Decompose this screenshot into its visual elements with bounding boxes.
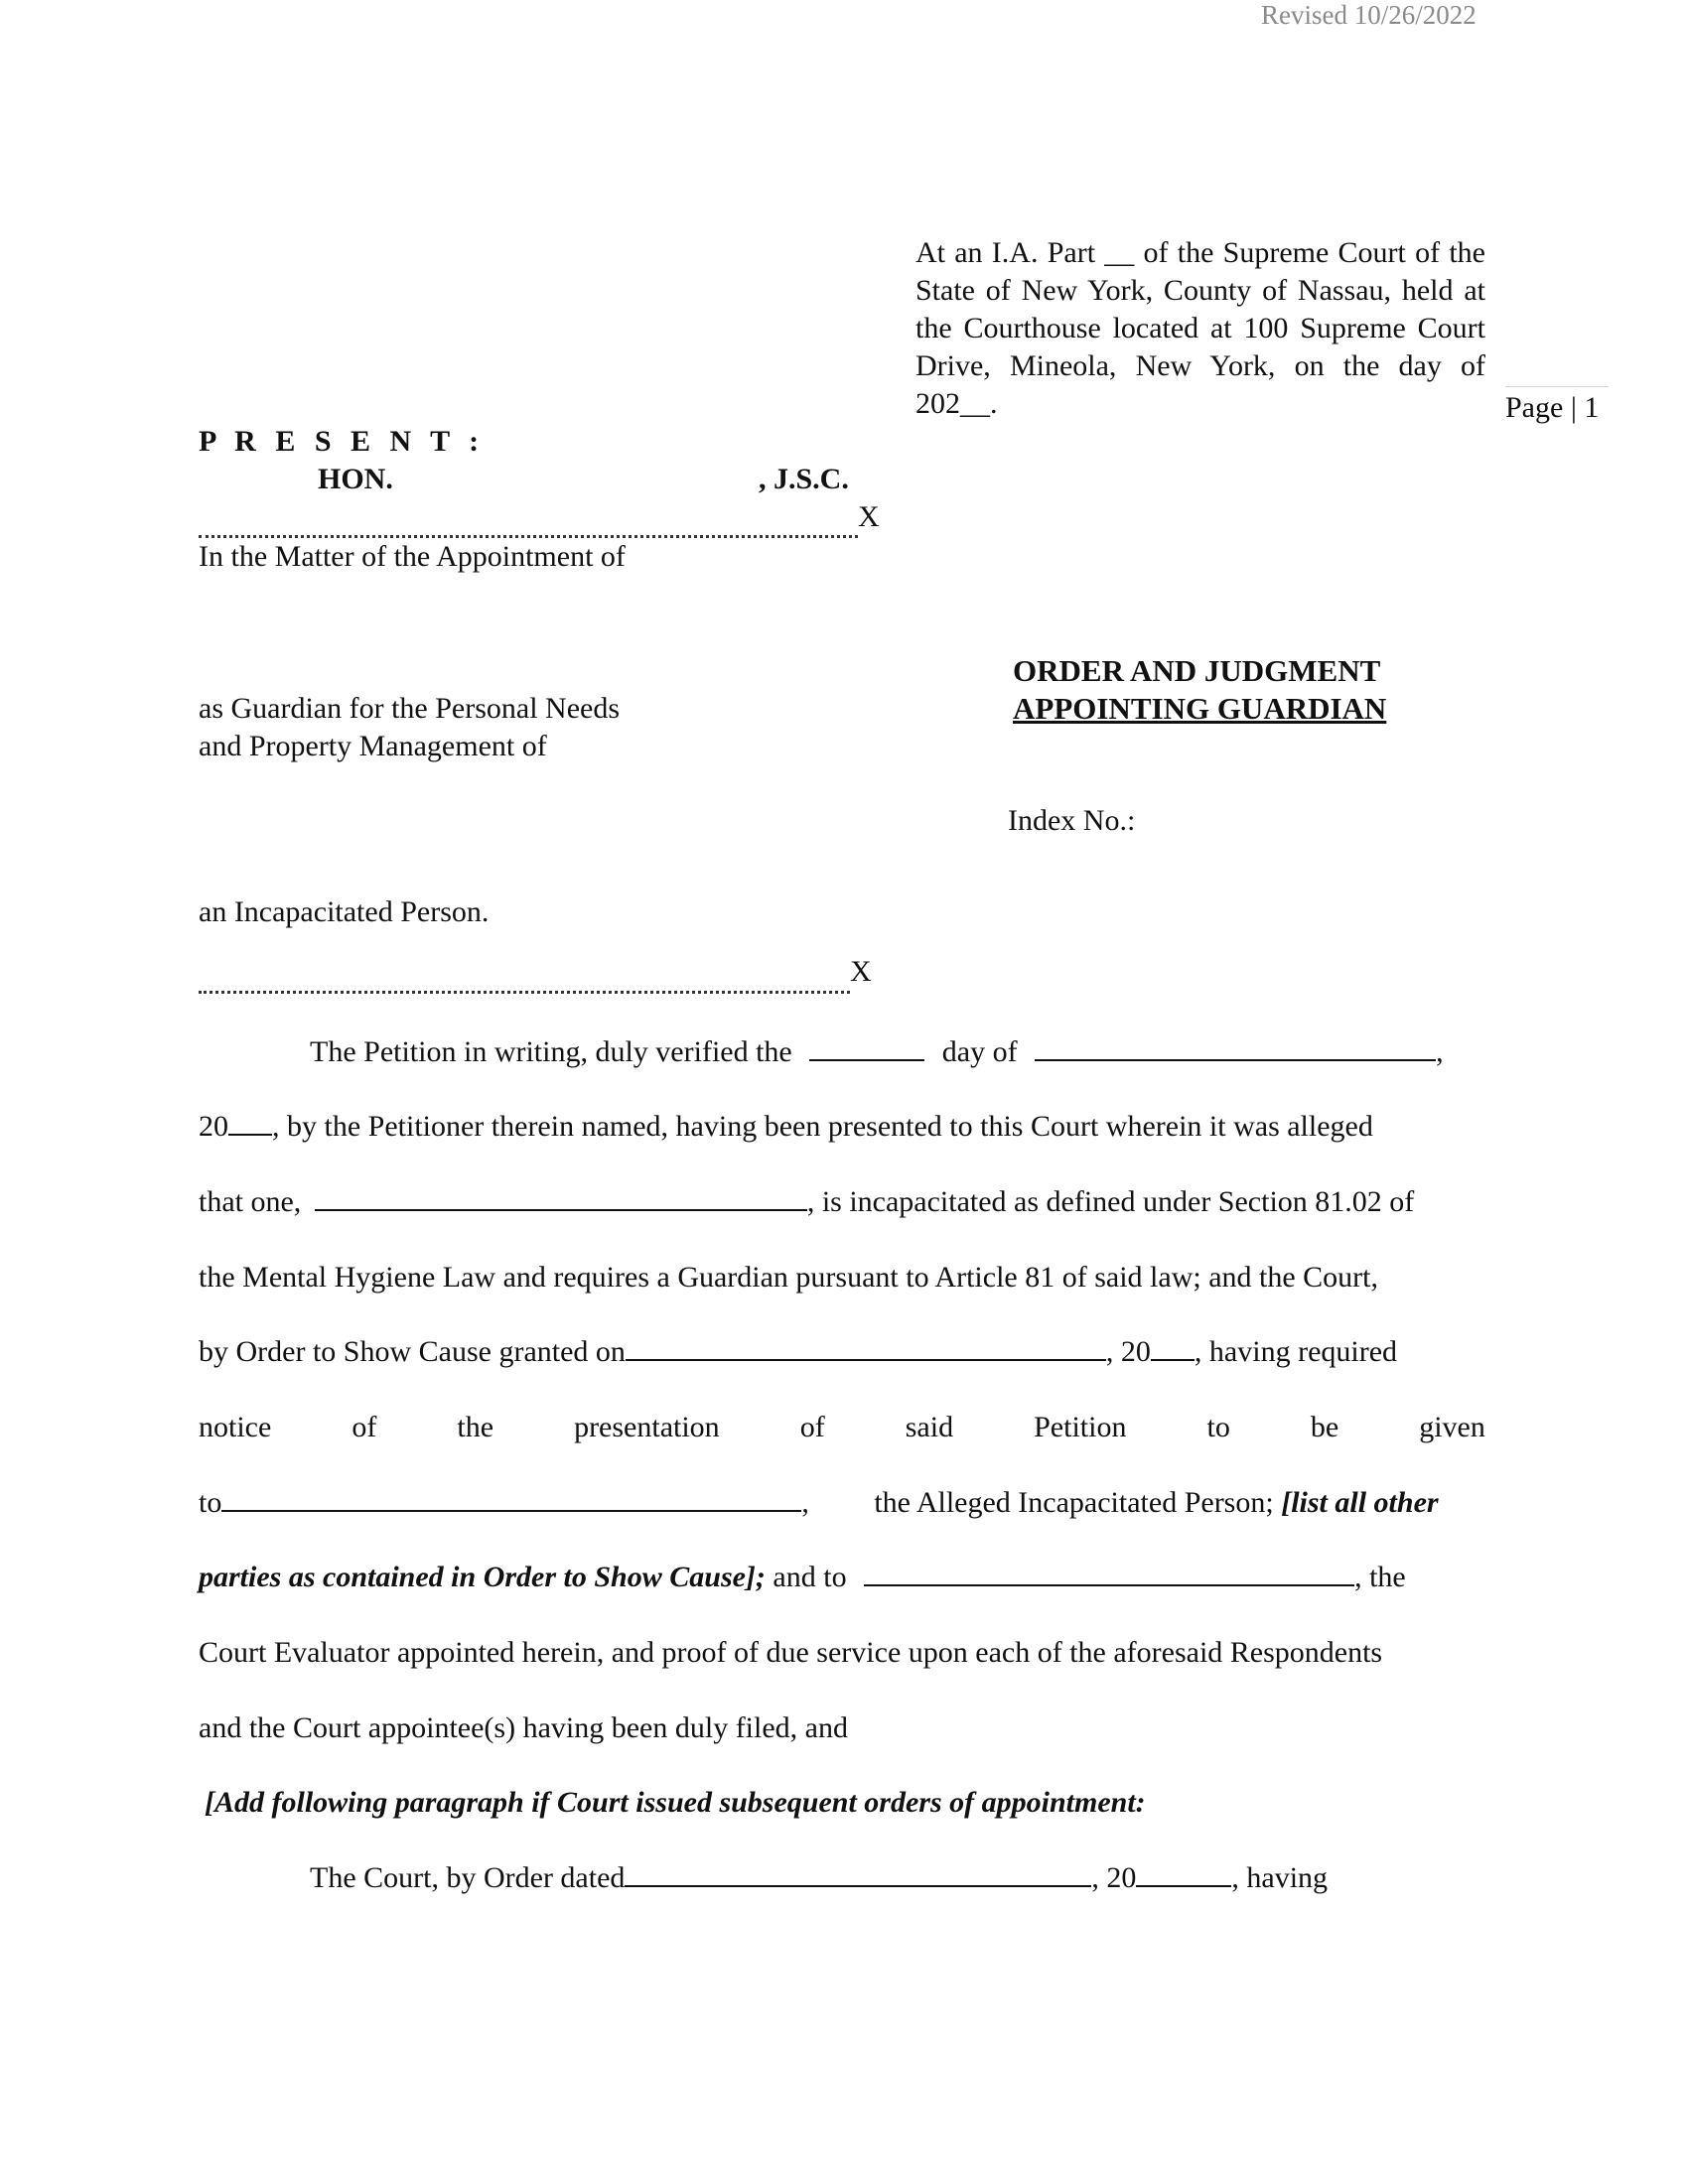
body-word: said <box>905 1411 954 1443</box>
body-line-1 <box>199 1033 1485 1071</box>
body-text: , 20 <box>1091 1861 1137 1894</box>
body-line-5 <box>199 1333 1485 1371</box>
index-number-label: Index No.: <box>1008 804 1136 837</box>
body-text: , by the Petitioner therein named, having been presented to this Court wherein it was alleged <box>272 1110 1373 1143</box>
body-word: to <box>1206 1411 1230 1443</box>
document-title-line-2: APPOINTING GUARDIAN <box>1013 691 1387 726</box>
body-italic-instruction: parties as contained in Order to Show Cause]; <box>199 1561 766 1593</box>
subsequent-order-date-blank[interactable] <box>625 1859 1091 1887</box>
body-text: the Alleged Incapacitated Person; <box>874 1486 1274 1519</box>
body-text: , the <box>1354 1561 1406 1593</box>
guardian-line-2: and Property Management of <box>199 730 547 762</box>
body-line-8 <box>199 1559 1485 1596</box>
osc-date-blank[interactable] <box>626 1333 1106 1361</box>
body-text: The Petition in writing, duly verified the <box>310 1035 792 1068</box>
revised-date: Revised 10/26/2022 <box>1261 0 1477 30</box>
body-line-3 <box>199 1183 1485 1221</box>
caption-top-x-mark: X <box>858 500 880 533</box>
osc-year-blank[interactable] <box>1151 1333 1195 1361</box>
verified-year-blank[interactable] <box>228 1108 272 1136</box>
body-word: the <box>457 1411 494 1443</box>
verified-day-blank[interactable] <box>809 1033 924 1061</box>
document-title-line-1: ORDER AND JUDGMENT <box>1013 653 1381 688</box>
body-text: day of <box>941 1035 1018 1068</box>
incapacitated-person-label: an Incapacitated Person. <box>199 895 490 928</box>
subsequent-order-year-blank[interactable] <box>1136 1859 1231 1887</box>
body-text: by Order to Show Cause granted on <box>199 1335 626 1368</box>
body-line-11-instruction: [Add following paragraph if Court issued subsequent orders of appointment: <box>205 1786 1146 1819</box>
page-number-divider <box>1505 386 1609 387</box>
court-evaluator-blank[interactable] <box>864 1559 1354 1586</box>
body-text: , <box>1436 1035 1444 1068</box>
body-text: The Court, by Order dated <box>310 1861 626 1894</box>
body-line-6 <box>199 1409 1485 1446</box>
judge-jsc-label: , J.S.C. <box>759 463 849 495</box>
body-italic-instruction: [list all other <box>1281 1486 1439 1519</box>
body-text: , having required <box>1194 1335 1398 1368</box>
body-text: , is incapacitated as defined under Section 81.02 of <box>806 1185 1415 1218</box>
body-text: and to <box>773 1561 847 1593</box>
body-word: notice <box>199 1411 272 1443</box>
body-word: presentation <box>574 1411 720 1443</box>
body-text: 20 <box>199 1110 228 1143</box>
body-word: given <box>1419 1411 1485 1443</box>
body-word: of <box>799 1411 825 1443</box>
caption-bottom-x-mark: X <box>850 955 872 988</box>
page-number: Page | 1 <box>1505 391 1600 424</box>
body-word: of <box>352 1411 377 1443</box>
body-line-12 <box>199 1859 1485 1897</box>
body-text: that one, <box>199 1185 302 1218</box>
body-text: , <box>801 1486 809 1519</box>
body-word: Petition <box>1034 1411 1127 1443</box>
court-caption: At an I.A. Part __ of the Supreme Court of the State of New York, County of Nassau, held at the Courthouse located at 100 Supreme Court Drive, Mineola, New York, on the day of 202__. <box>915 236 1485 420</box>
verified-month-blank[interactable] <box>1035 1033 1436 1061</box>
body-line-9: Court Evaluator appointed herein, and proof of due service upon each of the aforesaid Respondents <box>199 1636 1383 1669</box>
person-name-blank[interactable] <box>315 1183 807 1211</box>
present-label: P R E S E N T : <box>199 425 486 458</box>
body-text: , having <box>1231 1861 1329 1894</box>
body-word: be <box>1310 1411 1339 1443</box>
caption-bottom-divider <box>199 991 850 994</box>
body-line-4: the Mental Hygiene Law and requires a Guardian pursuant to Article 81 of said law; and the Court, <box>199 1261 1378 1294</box>
matter-heading: In the Matter of the Appointment of <box>199 540 626 573</box>
body-line-2 <box>199 1108 1485 1146</box>
aip-name-blank[interactable] <box>221 1484 801 1512</box>
body-text: , 20 <box>1105 1335 1151 1368</box>
body-line-10: and the Court appointee(s) having been duly filed, and <box>199 1711 848 1744</box>
guardian-line-1: as Guardian for the Personal Needs <box>199 692 621 725</box>
body-line-7 <box>199 1484 1485 1522</box>
judge-hon-label: HON. <box>318 463 393 495</box>
body-text: to <box>199 1486 222 1519</box>
